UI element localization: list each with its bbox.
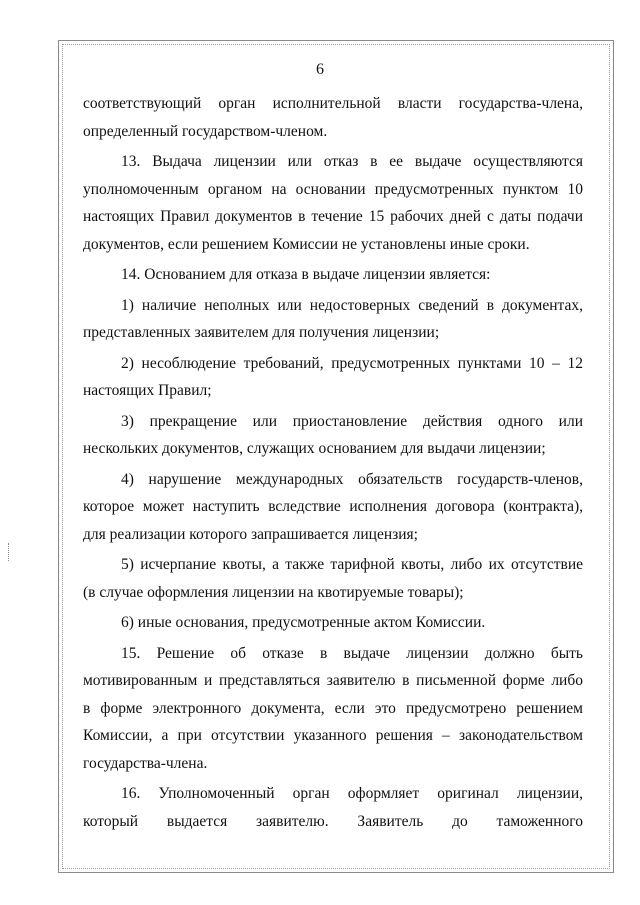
list-item-2-line: 2) несоблюдение требований, предусмотренных пунктами 10 – 12 <box>121 354 583 372</box>
list-item-4-line: 4) нарушение международных обязательств государств-членов, <box>121 470 583 488</box>
text-line: мотивированным и представляться заявителю в письменной форме либо <box>83 672 583 689</box>
document-body <box>83 90 583 835</box>
list-item-5-line: 5) исчерпание квоты, а также тарифной квоты, либо их отсутствие <box>121 556 583 573</box>
text-line: Комиссии, а при отсутствии указанного решения – законодательством <box>83 727 583 744</box>
text-line: (в случае оформления лицензии на квотируемые товары); <box>83 583 464 601</box>
text-line: настоящих Правил документов в течение 15 рабочих дней с даты подачи <box>83 208 583 225</box>
paragraph-13-line: 13. Выдача лицензии или отказ в ее выдаче осуществляются <box>121 153 583 170</box>
text-line: нескольких документов, служащих основанием для выдачи лицензии; <box>83 440 546 457</box>
text-line: определенный государством-членом. <box>83 122 328 140</box>
paragraph-15-line: 15. Решение об отказе в выдаче лицензии должно быть <box>121 644 583 662</box>
list-item-1-line: 1) наличие неполных или недостоверных сведений в документах, <box>121 296 583 314</box>
list-item-6-line: 6) иные основания, предусмотренные актом Комиссии. <box>121 614 486 631</box>
text-line: которое может наступить вследствие исполнения договора (контракта), <box>83 498 583 515</box>
text-line: который выдается заявителю. Заявитель до таможенного <box>83 812 583 830</box>
page-number: 6 <box>316 61 324 78</box>
text-line: настоящих Правил; <box>83 382 212 399</box>
text-line: представленных заявителем для получения лицензии; <box>83 324 440 341</box>
text-line: соответствующий орган исполнительной власти государства-члена, <box>83 95 583 112</box>
text-line: уполномоченным органом на основании предусмотренных пунктом 10 <box>83 180 583 198</box>
margin-scan-mark <box>8 543 10 561</box>
text-line: документов, если решением Комиссии не установлены иные сроки. <box>83 235 530 253</box>
text-line: государства-члена. <box>83 754 208 772</box>
text-line: в форме электронного документа, если это предусмотрено решением <box>83 699 583 717</box>
paragraph-14-line: 14. Основанием для отказа в выдаче лицензии является: <box>121 266 491 283</box>
text-line: для реализации которого запрашивается лицензия; <box>83 525 418 543</box>
paragraph-16-line: 16. Уполномоченный орган оформляет оригинал лицензии, <box>121 785 583 802</box>
list-item-3-line: 3) прекращение или приостановление действия одного или <box>121 412 583 430</box>
